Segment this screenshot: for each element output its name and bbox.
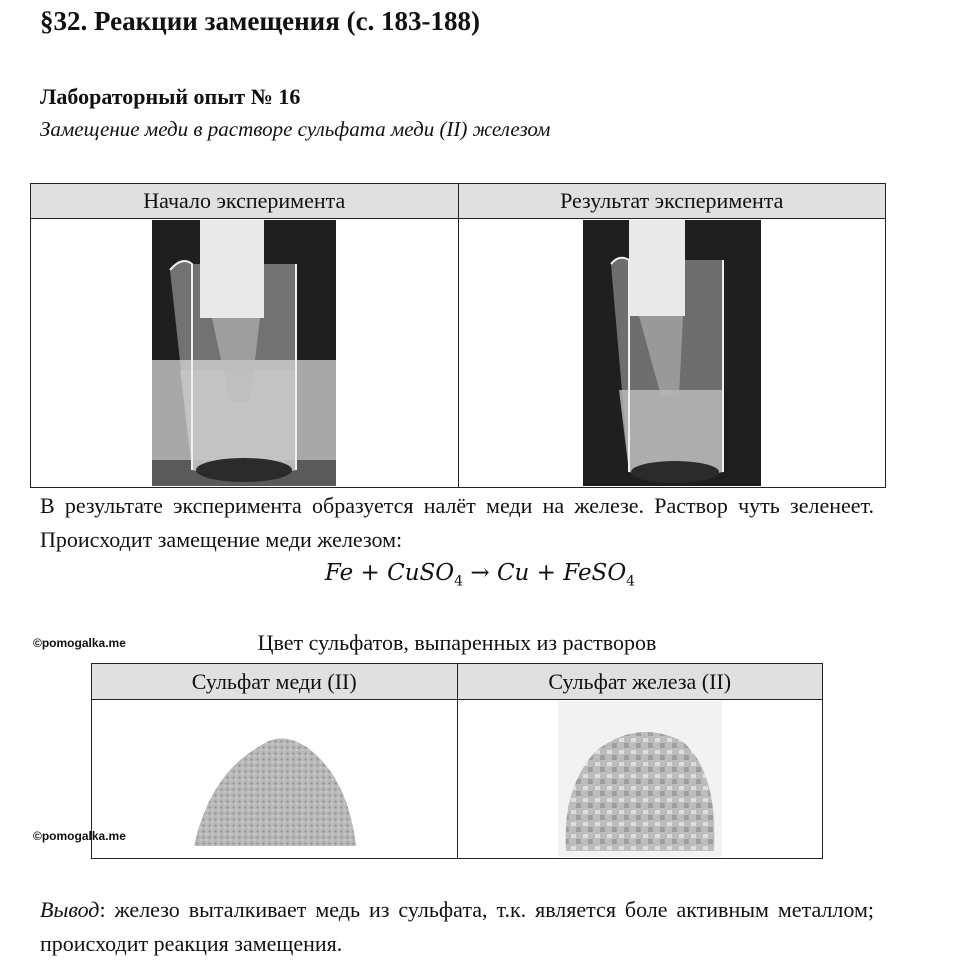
header-start: Начало эксперимента [31, 184, 459, 219]
equation-part-1: Fe + CuSO [324, 560, 455, 586]
watermark: ©pomogalka.me [33, 636, 126, 650]
result-paragraph: В результате эксперимента образуется налёт меди на железе. Раствор чуть зеленеет. Происходит замещение меди железом: [40, 493, 874, 552]
cell-start-photo [31, 219, 459, 488]
conclusion-text: : железо выталкивает медь из сульфата, т.к. является боле активным металлом; происходит реакция замещения. [40, 897, 874, 956]
equation-subscript-1: 4 [454, 573, 464, 590]
header-iron-sulfate: Сульфат железа (II) [457, 664, 823, 700]
lab-subtitle: Замещение меди в растворе сульфата меди (II) железом [40, 117, 551, 141]
watermark-2: ©pomogalka.me [33, 829, 126, 843]
iron-sulfate-image [558, 701, 722, 857]
lab-title: Лабораторный опыт № 16 [40, 84, 301, 109]
experiment-table [30, 183, 886, 488]
beaker-result-image [583, 220, 761, 486]
copper-sulfate-image [190, 704, 358, 854]
header-result: Результат эксперимента [458, 184, 886, 219]
conclusion [40, 893, 874, 961]
cell-copper-sulfate-photo [92, 700, 458, 859]
table2-caption: Цвет сульфатов, выпаренных из растворов [257, 630, 657, 655]
equation-part-2: → Cu + FeSO [463, 560, 627, 586]
reaction-equation [0, 560, 960, 590]
header-copper-sulfate: Сульфат меди (II) [92, 664, 458, 700]
equation-subscript-2: 4 [626, 573, 636, 590]
page-title: §32. Реакции замещения (с. 183-188) [40, 6, 481, 36]
beaker-start-image [152, 220, 336, 486]
sulfates-table [91, 663, 823, 859]
cell-iron-sulfate-photo [457, 700, 823, 859]
cell-result-photo [458, 219, 886, 488]
conclusion-label: Вывод [40, 897, 100, 922]
